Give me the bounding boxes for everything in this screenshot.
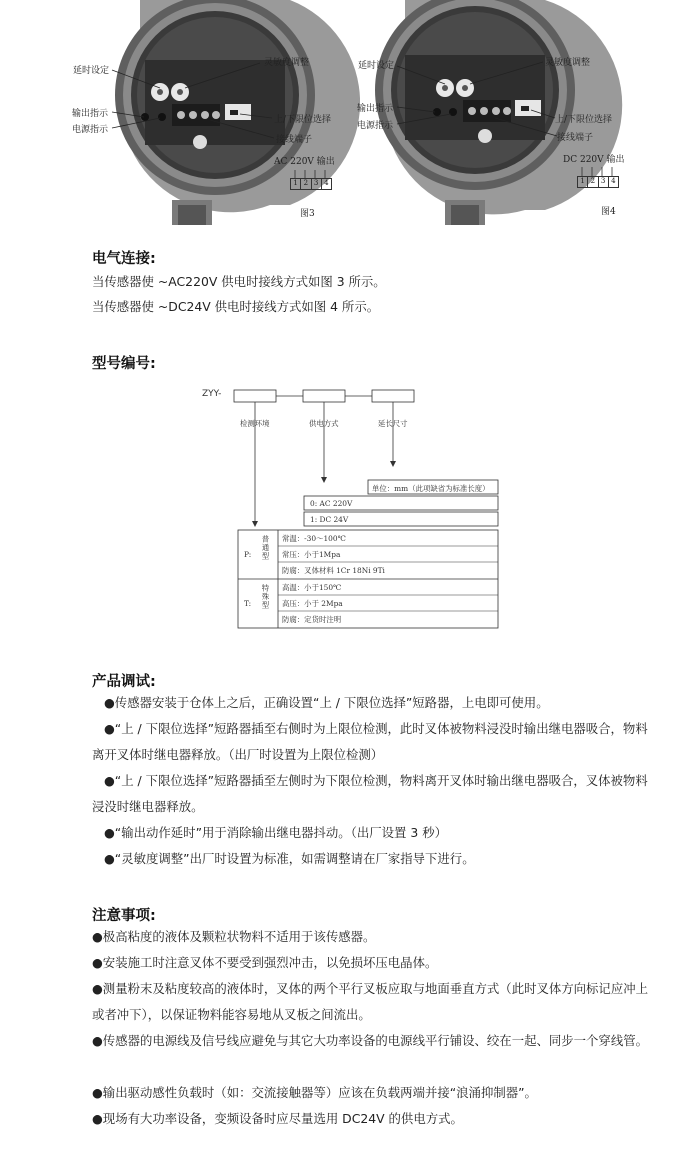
terminal-4: 4	[611, 177, 616, 185]
label-terminal: 接线端子	[276, 135, 313, 145]
terminal-2: 2	[588, 177, 598, 187]
terminal-2: 2	[301, 179, 311, 189]
model-title: 型号编号:	[92, 356, 156, 372]
p-row-pressure: 常压：小于1Mpa	[282, 550, 341, 559]
figure-4	[345, 0, 645, 230]
debug-para-2: ●“上 / 下限位选择”短路器插至右侧时为上限位检测，此时叉体被物料浸没时输出继电器吸合，物料离开叉体时继电器释放。（出厂时设置为上限位检测）	[92, 721, 648, 762]
terminal-4: 4	[324, 179, 329, 187]
p-row-corrosion: 防腐：叉体材料 1Cr 18Ni 9Ti	[282, 566, 385, 575]
label-power-indicator: 电源指示	[357, 121, 394, 131]
model-prefix: ZYY-	[202, 389, 222, 399]
debug-para-4: ●“输出动作延时”用于消除输出继电器抖动。（出厂设置 3 秒）	[104, 825, 447, 840]
label-power-output: AC 220V 输出	[274, 157, 335, 167]
figure-3-caption: 图3	[300, 209, 315, 219]
electrical-line-2: 当传感器使 ~DC24V 供电时接线方式如图 4 所示。	[92, 299, 380, 314]
t-row-corrosion: 防腐：定货时注明	[282, 615, 342, 624]
t-row-temp: 高温：小于150℃	[282, 583, 342, 592]
p-code: P:	[244, 550, 252, 559]
model-diagram	[200, 385, 520, 635]
t-code: T:	[244, 599, 252, 608]
label-sensitivity: 灵敏度调整	[264, 58, 310, 68]
electrical-line-1: 当传感器使 ~AC220V 供电时接线方式如图 3 所示。	[92, 274, 386, 289]
debug-para-3: ●“上 / 下限位选择”短路器插至左侧时为下限位检测，物料离开叉体时输出继电器吸合，叉体被物料浸没时继电器释放。	[92, 773, 648, 814]
terminal-1: 1	[291, 179, 301, 189]
label-limit-select: 上/下限位选择	[555, 115, 613, 125]
power-row-dc: 1: DC 24V	[310, 515, 349, 524]
t-name: 特殊型	[261, 584, 270, 610]
debug-para-1: ●传感器安装于仓体上之后，正确设置“上 / 下限位选择”短路器，上电即可使用。	[104, 695, 549, 710]
notes-para-4: ●传感器的电源线及信号线应避免与其它大功率设备的电源线平行铺设、绞在一起、同步一个穿线管。	[92, 1033, 648, 1048]
label-environment: 检测环境	[240, 419, 270, 428]
figure-4-caption: 图4	[601, 207, 616, 217]
p-name: 普通型	[261, 535, 270, 561]
label-limit-select: 上/下限位选择	[274, 115, 332, 125]
notes-para-5: ●输出驱动感性负载时（如：交流接触器等）应该在负载两端并接“浪涌抑制器”。	[92, 1085, 537, 1100]
terminal-3: 3	[312, 179, 322, 189]
debug-title: 产品调试:	[92, 674, 156, 690]
unit-row: 单位：mm（此项缺省为标准长度）	[372, 484, 490, 493]
terminal-diagram	[577, 164, 621, 186]
label-power-output: DC 220V 输出	[563, 155, 625, 165]
terminal-diagram	[290, 168, 334, 188]
label-delay: 延时设定	[73, 66, 110, 76]
figure-3	[60, 0, 360, 230]
label-delay: 延时设定	[358, 61, 395, 71]
p-row-temp: 常温：-30～100℃	[282, 534, 346, 543]
debug-para-5: ●“灵敏度调整”出厂时设置为标准，如需调整请在厂家指导下进行。	[104, 851, 475, 866]
terminal-1: 1	[578, 177, 588, 187]
power-row-ac: 0: AC 220V	[310, 499, 353, 508]
notes-para-1: ●极高粘度的液体及颗粒状物料不适用于该传感器。	[92, 929, 376, 944]
electrical-title: 电气连接:	[92, 251, 156, 267]
t-row-pressure: 高压：小于 2Mpa	[282, 599, 343, 608]
label-output-indicator: 输出指示	[72, 109, 109, 119]
notes-para-3: ●测量粉末及粘度较高的液体时，叉体的两个平行叉板应取与地面垂直方式（此时叉体方向标记应冲上或者冲下），以保证物料能容易地从叉板之间流出。	[92, 981, 648, 1022]
terminal-3: 3	[599, 177, 609, 187]
label-power-indicator: 电源指示	[72, 125, 109, 135]
label-terminal: 接线端子	[557, 133, 594, 143]
label-output-indicator: 输出指示	[357, 104, 394, 114]
notes-para-6: ●现场有大功率设备，变频设备时应尽量选用 DC24V 的供电方式。	[92, 1111, 463, 1126]
notes-title: 注意事项:	[92, 908, 156, 924]
label-extension: 延长尺寸	[378, 419, 408, 428]
label-sensitivity: 灵敏度调整	[545, 58, 591, 68]
notes-para-2: ●安装施工时注意叉体不要受到强烈冲击，以免损坏压电晶体。	[92, 955, 438, 970]
label-power-mode: 供电方式	[309, 419, 339, 428]
